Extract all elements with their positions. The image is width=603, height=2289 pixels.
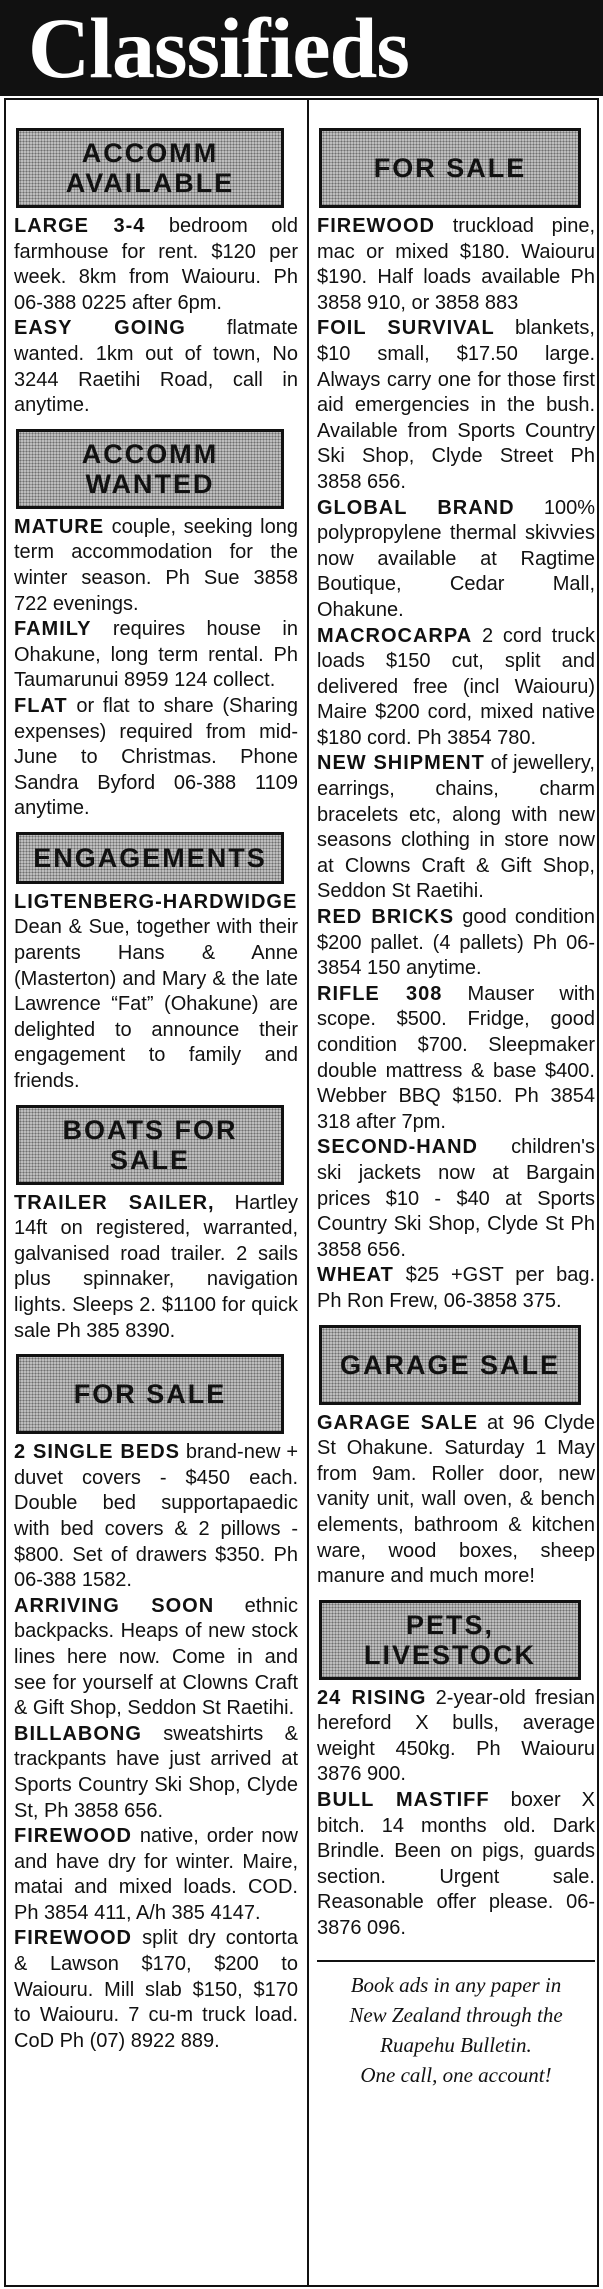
classified-ad <box>14 1191 298 1345</box>
ad-text: brand-new + duvet covers - $450 each. Double bed supportapaedic with bed covers & 2 pillows - $800. Set of drawers $350. Ph 06-388 1582. <box>14 1441 298 1592</box>
ad-text: or flat to share (Sharing expenses) required from mid-June to Christmas. Phone Sandra Byford 06-388 1109 anytime. <box>14 694 298 820</box>
promo-line: One call, one account! <box>360 2062 552 2087</box>
ad-text: Dean & Sue, together with their parents Hans & Anne (Masterton) and Mary & the late Lawrence “Fat” (Ohakune) are delighted to announce their engagement to family and friends. <box>14 916 298 1093</box>
ad-keyword: 2 SINGLE BEDS <box>14 1441 180 1464</box>
classified-ad <box>317 624 595 752</box>
ad-keyword: FIREWOOD <box>14 1825 132 1848</box>
ad-text: native, order now and have dry for winter. Maire, matai and mixed loads. COD. Ph 3854 411, A/h 385 4147. <box>14 1825 298 1924</box>
ad-keyword: FIREWOOD <box>317 215 435 237</box>
classified-ad <box>317 982 595 1136</box>
ad-keyword: MATURE <box>14 515 105 538</box>
promo-footer <box>317 1960 595 2090</box>
ad-keyword: FIREWOOD <box>14 1927 132 1950</box>
ad-keyword: FAMILY <box>14 618 92 641</box>
classified-ad <box>14 316 298 418</box>
section-heading-accomm-available: ACCOMM AVAILABLE <box>16 128 284 208</box>
ad-keyword: GLOBAL BRAND <box>317 496 515 519</box>
ad-text: bedroom old farmhouse for rent. $120 per week. 8km from Waiouru. Ph 06-388 0225 after 6pm. <box>14 215 298 314</box>
classified-ad <box>317 1135 595 1263</box>
ad-text: 2-year-old fresian hereford X bulls, average weight 450kg. Ph Waiouru 3876 900. <box>317 1686 595 1786</box>
section-heading-for-sale: FOR SALE <box>16 1354 284 1434</box>
ad-text: Hartley 14ft on registered, warranted, galvanised road trailer. 2 sails plus spinnaker, navigation lights. Sleeps 2. $1100 for quick sale Ph 385 8390. <box>14 1191 298 1342</box>
ad-keyword: EASY GOING <box>14 317 186 340</box>
ad-text: ethnic backpacks. Heaps of new stock lines here now. Come in and see for yourself at Clowns Craft & Gift Shop, Seddon St Raetihi. <box>14 1594 298 1720</box>
classified-ad <box>317 316 595 495</box>
promo-line: Book ads in any paper in <box>350 1972 562 1997</box>
ad-keyword: FLAT <box>14 694 68 717</box>
left-column <box>14 118 298 2054</box>
classified-ad <box>317 1411 595 1590</box>
ad-text: Mauser with scope. $500. Fridge, good condition $700. Sleepmaker double mattress & base $400. Webber BBQ $150. Ph 3854 318 after 7pm. <box>317 982 595 1133</box>
classified-ad <box>14 214 298 316</box>
ad-text: of jewellery, earrings, chains, charm bracelets etc, along with new seasons clothing in store now at Clowns Craft & Gift Shop, Seddon St Raetihi. <box>317 752 595 903</box>
section-heading-engagements: ENGAGEMENTS <box>16 832 284 884</box>
ad-keyword: WHEAT <box>317 1264 394 1287</box>
classified-ad <box>317 496 595 624</box>
ad-text: couple, seeking long term accommodation for the winter season. Ph Sue 3858 722 evenings. <box>14 515 298 615</box>
ad-text: good condition $200 pallet. (4 pallets) Ph 06-3854 150 anytime. <box>317 906 595 980</box>
ad-keyword: ARRIVING SOON <box>14 1594 215 1617</box>
classified-ad <box>317 1788 595 1942</box>
ad-text: blankets, $10 small, $17.50 large. Always carry one for those first aid emergencies in the bush. Available from Sports Country Ski Shop, Clyde Street Ph 3858 656. <box>317 317 595 493</box>
classified-ad <box>317 751 595 905</box>
ad-keyword: RED BRICKS <box>317 906 455 929</box>
column-divider <box>307 100 309 2285</box>
classified-ad <box>14 617 298 694</box>
ad-keyword: 24 RISING <box>317 1686 427 1709</box>
ad-text: truckload pine, mac or mixed $180. Waiouru $190. Half loads available Ph 3858 910, or 3858 883 <box>317 215 595 314</box>
ad-text: at 96 Clyde St Ohakune. Saturday 1 May from 9am. Roller door, new vanity unit, wall oven, & bench elements, bathroom & kitchen ware, wood boxes, sheep manure and much more! <box>317 1411 595 1588</box>
ad-text: 2 cord truck loads $150 cut, split and delivered free (incl Waiouru) Maire $200 cord, mixed native $180 cord. Ph 3854 780. <box>317 624 595 749</box>
promo-line: New Zealand through the <box>349 2002 563 2027</box>
page-title: Classifieds <box>0 0 603 96</box>
classified-ad <box>14 1440 298 1594</box>
ad-text: split dry contorta & Lawson $170, $200 to Waiouru. Mill slab $150, $170 to Waiouru. 7 cu-m truck load. CoD Ph (07) 8922 889. <box>14 1927 298 2052</box>
ad-text: 100% polypropylene thermal skivvies now available at Ragtime Boutique, Cedar Mall, Ohakune. <box>317 496 595 621</box>
classified-ad <box>14 890 298 1095</box>
classified-ad <box>14 1824 298 1926</box>
ad-text: children's ski jackets now at Bargain prices $10 - $40 at Sports Country Ski Shop, Clyde St Ph 3858 656. <box>317 1136 595 1261</box>
classified-ad <box>317 214 595 316</box>
ad-keyword: BULL MASTIFF <box>317 1789 490 1812</box>
promo-line: Ruapehu Bulletin. <box>380 2032 532 2057</box>
classified-ad <box>317 905 595 982</box>
ad-text: flatmate wanted. 1km out of town, No 3244 Raetihi Road, call in anytime. <box>14 317 298 417</box>
ad-text: $25 +GST per bag. Ph Ron Frew, 06-3858 375. <box>317 1264 595 1312</box>
right-column <box>317 118 595 2090</box>
classified-ad <box>14 1926 298 2054</box>
section-heading-garage-sale: GARAGE SALE <box>319 1325 581 1405</box>
section-heading-accomm-wanted: ACCOMM WANTED <box>16 429 284 509</box>
section-heading-pets-livestock: PETS, LIVESTOCK <box>319 1600 581 1680</box>
classified-ad <box>14 694 298 822</box>
section-heading-boats-for-sale: BOATS FOR SALE <box>16 1105 284 1185</box>
classified-ad <box>317 1263 595 1314</box>
section-heading-for-sale: FOR SALE <box>319 128 581 208</box>
classified-ad <box>14 1722 298 1824</box>
ad-keyword: LIGTENBERG-HARDWIDGE <box>14 890 298 913</box>
classified-ad <box>14 1594 298 1722</box>
ad-keyword: LARGE 3-4 <box>14 215 146 237</box>
ad-keyword: SECOND-HAND <box>317 1136 478 1159</box>
ad-keyword: TRAILER SAILER, <box>14 1191 215 1214</box>
ad-text: boxer X bitch. 14 months old. Dark Brindle. Been on pigs, guards section. Urgent sale. Reasonable offer please. 06-3876 096. <box>317 1789 596 1940</box>
ad-keyword: RIFLE 308 <box>317 982 443 1005</box>
ad-keyword: FOIL SURVIVAL <box>317 317 495 340</box>
ad-keyword: NEW SHIPMENT <box>317 752 485 775</box>
ad-keyword: BILLABONG <box>14 1722 142 1745</box>
ad-keyword: GARAGE SALE <box>317 1411 479 1434</box>
classified-ad <box>14 515 298 617</box>
classified-ad <box>317 1686 595 1788</box>
ad-text: requires house in Ohakune, long term rental. Ph Taumarunui 8959 124 collect. <box>14 618 298 692</box>
ad-keyword: MACROCARPA <box>317 624 473 647</box>
ad-text: sweatshirts & trackpants have just arrived at Sports Country Ski Shop, Clyde St, Ph 3858 656. <box>14 1722 298 1822</box>
